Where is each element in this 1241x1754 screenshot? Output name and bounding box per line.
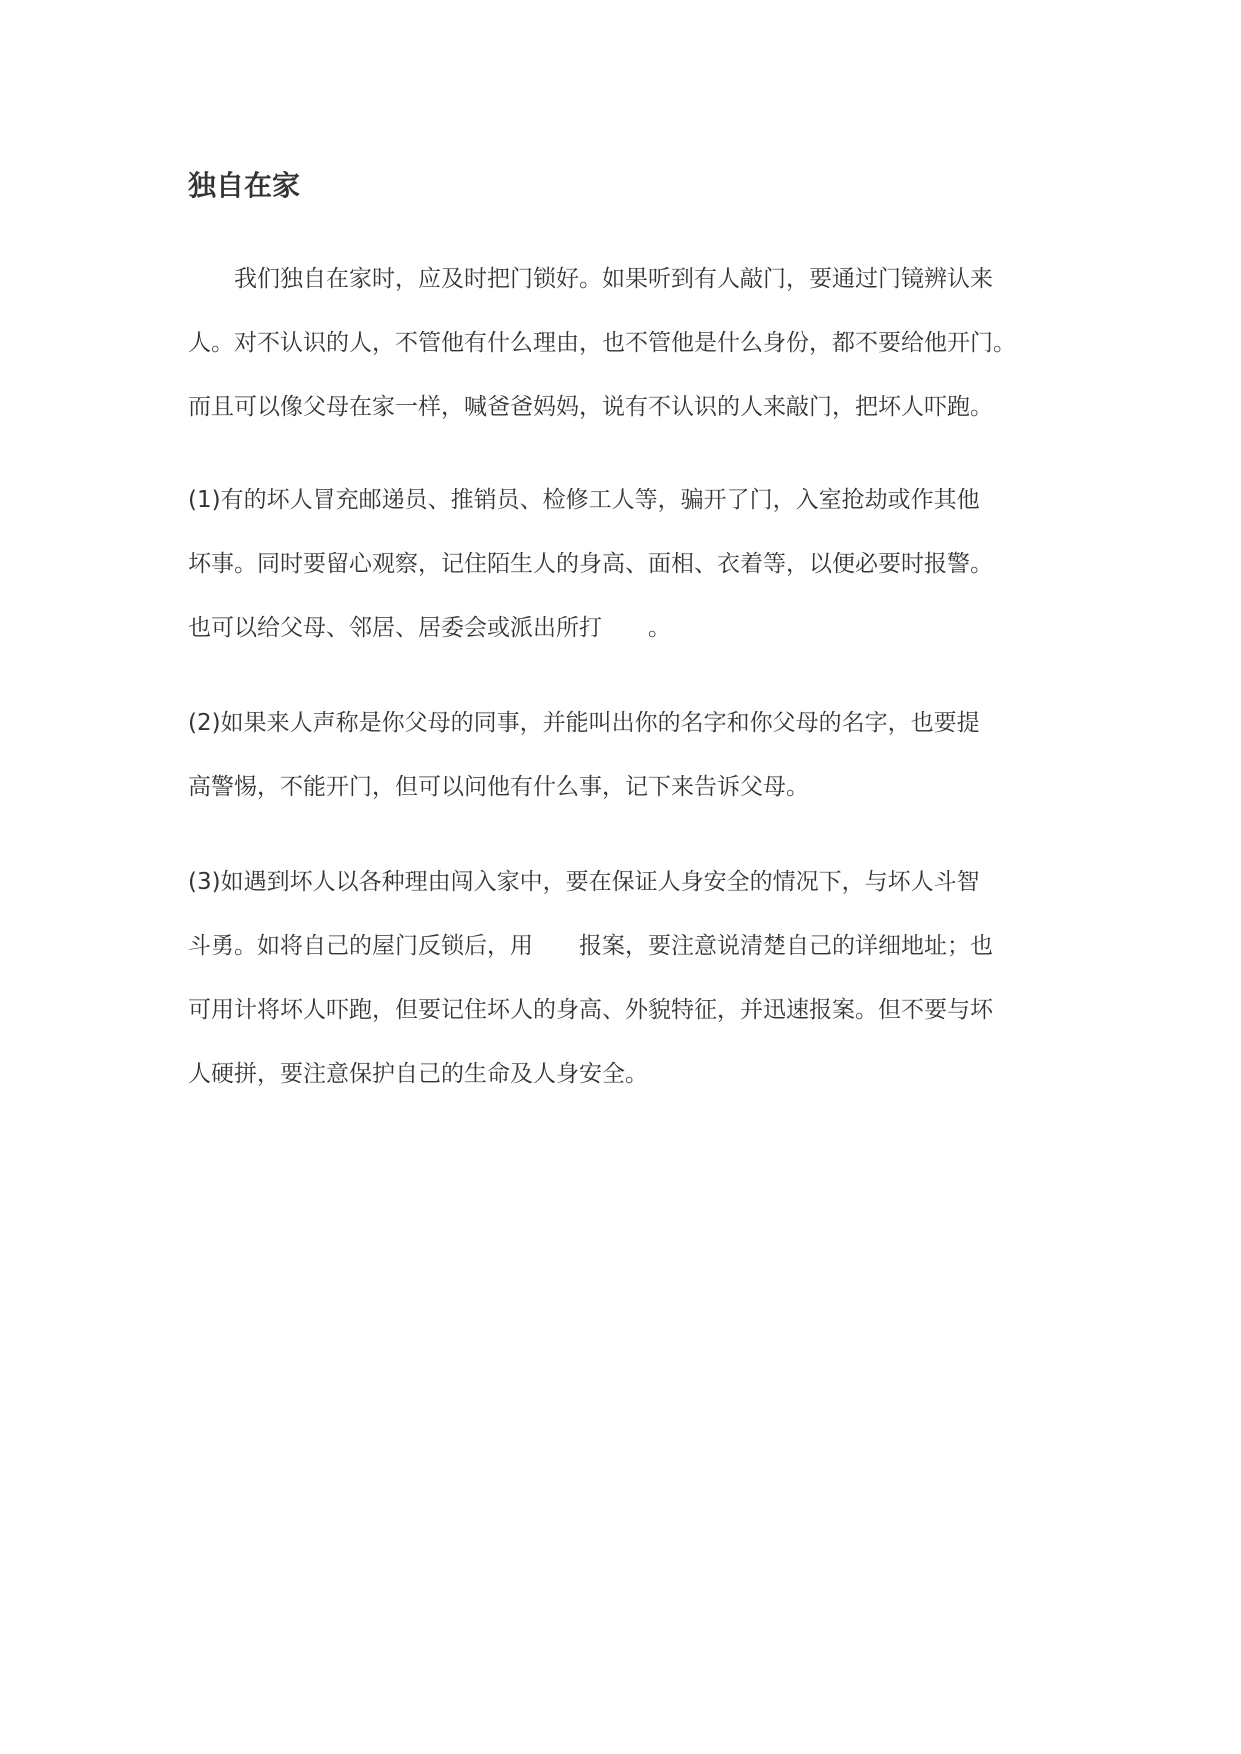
paragraph-line: 人硬拼，要注意保护自己的生命及人身安全。 [188,1061,648,1087]
paragraph-line: 高警惕，不能开门，但可以问他有什么事，记下来告诉父母。 [188,774,809,800]
document-title: 独自在家 [188,169,301,202]
paragraph-line: 而且可以像父母在家一样，喊爸爸妈妈，说有不认识的人来敲门，把坏人吓跑。 [188,394,993,420]
paragraph-line: 可用计将坏人吓跑，但要记住坏人的身高、外貌特征，并迅速报案。但不要与坏 [188,997,993,1023]
paragraph-line: 坏事。同时要留心观察，记住陌生人的身高、面相、衣着等，以便必要时报警。 [188,551,993,577]
paragraph-line: 我们独自在家时，应及时把门锁好。如果听到有人敲门，要通过门镜辨认来 [188,266,993,292]
paragraph-line: (1)有的坏人冒充邮递员、推销员、检修工人等，骗开了门，入室抢劫或作其他 [188,487,980,513]
paragraph-line: 斗勇。如将自己的屋门反锁后，用 报案，要注意说清楚自己的详细地址；也 [188,933,993,959]
paragraph-line: (2)如果来人声称是你父母的同事，并能叫出你的名字和你父母的名字，也要提 [188,710,980,736]
paragraph-line: (3)如遇到坏人以各种理由闯入家中，要在保证人身安全的情况下，与坏人斗智 [188,869,980,895]
paragraph-line: 也可以给父母、邻居、居委会或派出所打 。 [188,615,671,641]
paragraph-line: 人。对不认识的人，不管他有什么理由，也不管他是什么身份，都不要给他开门。 [188,330,1016,356]
